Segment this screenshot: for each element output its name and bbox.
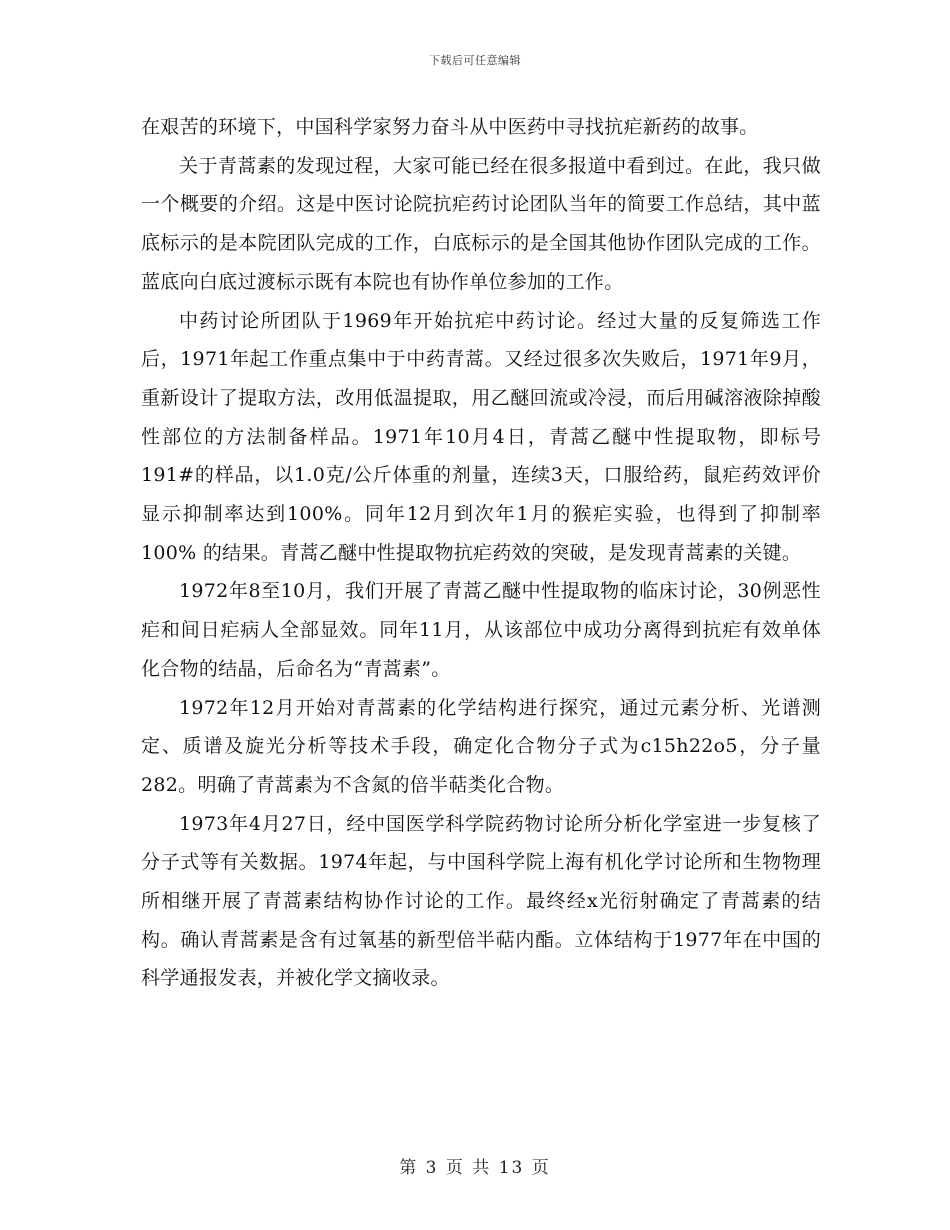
paragraph-discovery-intro: 关于青蒿素的发现过程，大家可能已经在很多报道中看到过。在此，我只做一个概要的介绍。这是中医讨论院抗疟药讨论团队当年的简要工作总结，其中蓝底标示的是本院团队完成的工作，白底标示的是全国其他协作团队完成的工作。蓝底向白底过渡标示既有本院也有协作单位参加的工作。: [141, 154, 821, 293]
paragraph-continuation: 在艰苦的环境下，中国科学家努力奋斗从中医药中寻找抗疟新药的故事。: [141, 116, 759, 138]
page-number: 第 3 页 共 13 页: [399, 1158, 551, 1178]
header-note: 下载后可任意编辑: [429, 54, 521, 67]
paragraph-1973-verification: 1973年4月27日，经中国医学科学院药物讨论所分析化学室进一步复核了分子式等有关数据。1974年起，与中国科学院上海有机化学讨论所和生物物理所相继开展了青蒿素结构协作讨论的工作。最终经x光衍射确定了青蒿素的结构。确认青蒿素是含有过氧基的新型倍半萜内酯。立体结构于1977年在中国的科学通报发表，并被化学文摘收录。: [141, 812, 821, 990]
paragraph-1969-research: 中药讨论所团队于1969年开始抗疟中药讨论。经过大量的反复筛选工作后，1971年起工作重点集中于中药青蒿。又经过很多次失败后，1971年9月，重新设计了提取方法，改用低温提取，用乙醚回流或冷浸，而后用碱溶液除掉酸性部位的方法制备样品。1971年10月4日，青蒿乙醚中性提取物，即标号191#的样品，以1.0克/公斤体重的剂量，连续3天，口服给药，鼠疟药效评价显示抑制率达到100%。同年12月到次年1月的猴疟实验，也得到了抑制率100% 的结果。青蒿乙醚中性提取物抗疟药效的突破，是发现青蒿素的关键。: [141, 309, 821, 564]
paragraph-1972-clinical: 1972年8至10月，我们开展了青蒿乙醚中性提取物的临床讨论，30例恶性疟和间日疟病人全部显效。同年11月，从该部位中成功分离得到抗疟有效单体化合物的结晶，后命名为“青蒿素”。: [141, 580, 821, 680]
paragraph-chemical-structure: 1972年12月开始对青蒿素的化学结构进行探究，通过元素分析、光谱测定、质谱及旋光分析等技术手段，确定化合物分子式为c15h22o5，分子量282。明确了青蒿素为不含氮的倍半萜类化合物。: [141, 696, 821, 796]
document-body: [141, 108, 821, 998]
